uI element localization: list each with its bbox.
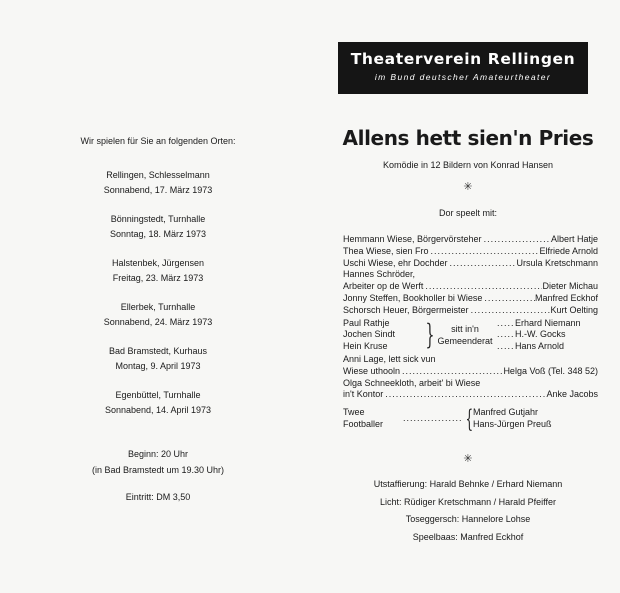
ornament-star-icon: ✳ [463, 181, 473, 193]
venue-place: Halstenbek, Jürgensen [111, 258, 205, 268]
venue-heading: Wir spielen für Sie an folgenden Orten: [80, 136, 236, 146]
council-names [343, 318, 423, 353]
leader-dots [403, 413, 463, 425]
leader-dots [497, 341, 515, 353]
leader-dots [497, 329, 515, 341]
credit-line: Utstaffierung: Harald Behnke / Erhard Niemann [373, 479, 563, 489]
cast-role: Arbeiter op de Werft [343, 281, 424, 292]
play-title: Allens hett sien'n Pries [342, 126, 594, 150]
leader-dots [497, 318, 515, 330]
venue-date: Freitag, 23. März 1973 [112, 273, 204, 283]
cast-row [343, 389, 598, 401]
venue-item [48, 344, 268, 374]
venue-place: Egenbüttel, Turnhalle [115, 390, 201, 400]
council-actors [497, 318, 598, 353]
cast-row [343, 269, 598, 281]
venue-column [48, 136, 268, 502]
admission-price: Eintritt: DM 3,50 [125, 492, 191, 502]
cast-list [343, 234, 598, 433]
council-actor: H.-W. Gocks [515, 329, 566, 340]
theater-name: Theaterverein Rellingen [350, 50, 576, 68]
cast-role: Schorsch Heuer, Börgermeister [343, 304, 469, 315]
brace-icon: { [465, 405, 474, 434]
footballer-group [343, 405, 598, 433]
cast-actor: Helga Voß (Tel. 348 52) [503, 365, 598, 376]
cast-actor: Manfred Eckhof [534, 292, 598, 303]
leader-dots [482, 234, 551, 246]
cast-role: Uschi Wiese, ehr Dochder [343, 257, 448, 268]
play-subtitle: Komödie in 12 Bildern von Konrad Hansen [382, 160, 554, 170]
leader-dots [482, 293, 535, 305]
footballer-actor: Hans-Jürgen Preuß [473, 419, 552, 430]
start-time: Beginn: 20 Uhr [127, 449, 189, 459]
cast-row [343, 293, 598, 305]
cast-actor: Kurt Oelting [550, 304, 598, 315]
cast-role: Hannes Schröder, [343, 269, 416, 280]
council-group [343, 318, 598, 353]
leader-dots [448, 258, 517, 270]
cast-role: in't Kontor [343, 389, 384, 400]
cast-actor: Dieter Michau [542, 281, 598, 292]
council-name: Jochen Sindt [343, 329, 396, 340]
credit-line: Toseggersch: Hannelore Lohse [405, 514, 531, 524]
leader-dots [429, 246, 540, 258]
cast-role: Wiese uthooln [343, 365, 401, 376]
council-name: Paul Rathje [343, 317, 390, 328]
credits [338, 476, 598, 546]
ornament-star-icon: ✳ [463, 453, 473, 465]
venue-date: Montag, 9. April 1973 [115, 361, 201, 371]
venue-item [48, 168, 268, 198]
leader-dots [469, 305, 551, 317]
brace-icon: } [425, 318, 435, 352]
council-actor: Hans Arnold [515, 341, 565, 352]
cast-row [343, 258, 598, 270]
theater-banner [338, 42, 588, 94]
council-actor: Erhard Niemann [515, 317, 581, 328]
venue-item [48, 212, 268, 242]
venue-date: Sonnabend, 17. März 1973 [103, 185, 213, 195]
cast-actor: Ursula Kretschmann [516, 257, 598, 268]
cast-role: Hemmann Wiese, Börgervörsteher [343, 234, 482, 244]
cast-actor: Anke Jacobs [546, 389, 598, 400]
start-time-note: (in Bad Bramstedt um 19.30 Uhr) [91, 465, 225, 475]
venue-date: Sonnabend, 24. März 1973 [103, 317, 213, 327]
cast-heading: Dor speelt mit: [438, 208, 498, 218]
cast-row [343, 281, 598, 293]
cast-role: Olga Schneekloth, arbeit' bi Wiese [343, 377, 481, 388]
footballer-actor: Manfred Gutjahr [473, 407, 539, 418]
council-label: sitt in'n Gemeenderat [437, 324, 493, 347]
venue-place: Bönningstedt, Turnhalle [110, 214, 206, 224]
cast-actor: Elfriede Arnold [539, 245, 598, 256]
footballer-label: Twee Footballer [343, 407, 384, 430]
cast-row [343, 246, 598, 258]
venue-date: Sonntag, 18. März 1973 [109, 229, 207, 239]
cast-role: Thea Wiese, sien Fro [343, 245, 429, 256]
footballer-actors [473, 407, 552, 431]
cast-role: Jonny Steffen, Bookholler bi Wiese [343, 292, 483, 303]
credit-line: Speelbaas: Manfred Eckhof [412, 531, 524, 542]
cast-row [343, 305, 598, 317]
council-name: Hein Kruse [343, 341, 388, 352]
venue-date: Sonnabend, 14. April 1973 [104, 405, 212, 415]
cast-row [343, 366, 598, 378]
theater-association: im Bund deutscher Amateurtheater [374, 72, 552, 82]
venue-item [48, 256, 268, 286]
leader-dots [400, 366, 503, 378]
cast-row [343, 378, 598, 390]
cast-actor: Albert Hatje [550, 234, 598, 244]
cast-row [343, 354, 598, 366]
start-times [48, 446, 268, 478]
venue-item [48, 388, 268, 418]
venue-item [48, 300, 268, 330]
venue-place: Ellerbek, Turnhalle [120, 302, 196, 312]
credit-line: Licht: Rüdiger Kretschmann / Harald Pfeiffer [380, 496, 556, 507]
venue-place: Bad Bramstedt, Kurhaus [108, 346, 208, 356]
leader-dots [383, 389, 546, 401]
cast-role: Anni Lage, lett sick vun [343, 353, 436, 364]
venue-place: Rellingen, Schlesselmann [106, 170, 210, 180]
leader-dots [423, 281, 542, 293]
cast-row [343, 234, 598, 246]
